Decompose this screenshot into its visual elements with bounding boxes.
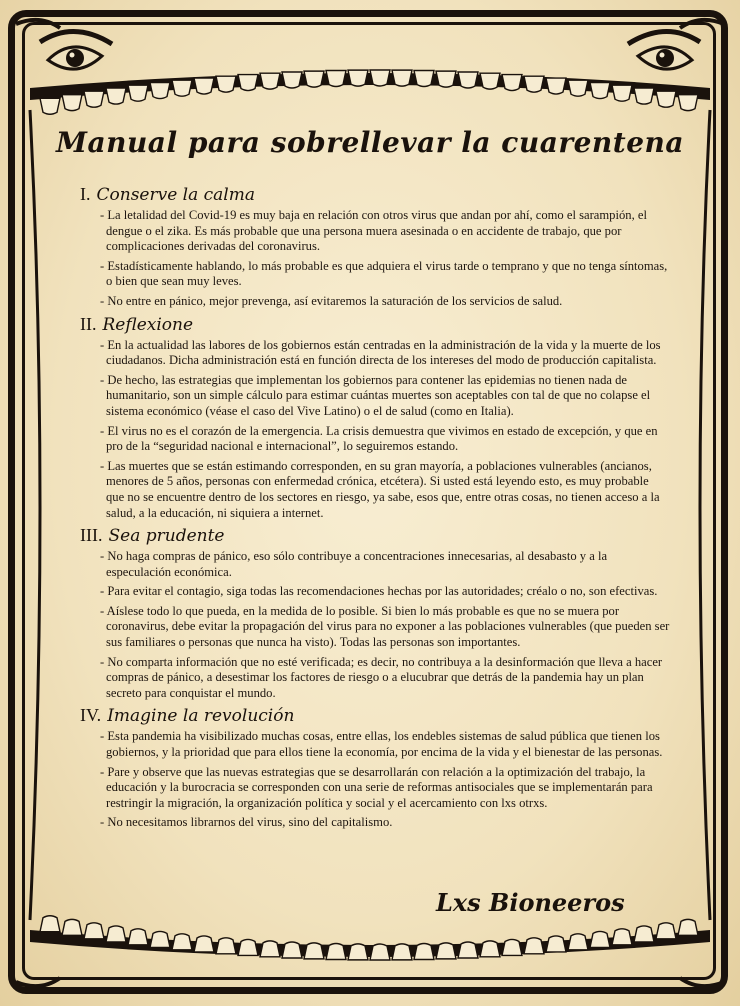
section-heading: II. Reflexione (80, 313, 194, 335)
list-item: - Esta pandemia ha visibilizado muchas cosas, entre ellas, los endebles sistemas de salud pública que tienen los gobiernos, y la prioridad que para ellos tiene la economía, por encima de la vida y el bienestar de las personas. (100, 729, 670, 760)
list-item: - No haga compras de pánico, eso sólo contribuye a concentraciones innecesarias, al desabasto y a la especulación económica. (100, 549, 670, 580)
list-item: - Pare y observe que las nuevas estrategias que se desarrollarán con relación a la optimización del trabajo, la educación y la burocracia se corresponden con una serie de reformas antisociales que se implementarán para restringir la migración, la organización política y social y el acercamiento con lxs otrxs. (100, 765, 670, 812)
signature: Lxs Bioneeros (436, 888, 625, 917)
section-2 (80, 314, 670, 522)
list-item: - Estadísticamente hablando, lo más probable es que adquiera el virus tarde o temprano y que no tenga síntomas, o bien que sean muy leves. (100, 259, 670, 290)
section-1 (80, 184, 670, 310)
section-3 (80, 525, 670, 701)
list-item: - Aíslese todo lo que pueda, en la medida de lo posible. Si bien lo más probable es que no se muera por coronavirus, debe evitar la propagación del virus para no exponer a las poblaciones vulnerables (que pueden ser sus familiares o personas que nunca ha visto). Todas las personas son importantes. (100, 604, 670, 651)
list-item: - Las muertes que se están estimando corresponden, en su gran mayoría, a poblaciones vulnerables (ancianos, menores de 5 años, personas con enfermedad crónica, etcétera). Si usted está leyendo esto, es muy probable que no se encuentre dentro de los sectores en riesgo, ya sabe, esos que, entre otras cosas, no tienen acceso a la salud, a la educación, ni siquiera a internet. (100, 459, 670, 521)
list-item: - El virus no es el corazón de la emergencia. La crisis demuestra que vivimos en estado de excepción, y que en pro de la “seguridad nacional e internacional”, lo seguiremos estando. (100, 424, 670, 455)
content (80, 180, 670, 835)
section-4 (80, 705, 670, 831)
page-title: Manual para sobrellevar la cuarentena (55, 126, 685, 159)
list-item: - No necesitamos librarnos del virus, sino del capitalismo. (100, 815, 670, 831)
section-heading: I. Conserve la calma (80, 184, 255, 205)
list-item: - Para evitar el contagio, siga todas las recomendaciones hechas por las autoridades; créalo o no, son efectivas. (100, 584, 670, 600)
section-heading: III. Sea prudente (80, 525, 225, 547)
list-item: - De hecho, las estrategias que implementan los gobiernos para contener las epidemias no tienen nada de humanitario, son un simple cálculo para estimar cuántas muertes son aceptables con tal de que no colapse el sistema económico (véase el caso del Vive Latino) o el de salud (como en Italia). (100, 373, 670, 420)
list-item: - La letalidad del Covid-19 es muy baja en relación con otros virus que andan por ahí, como el sarampión, el dengue o el zika. Es más probable que una persona muera asesinada o en accidente de trabajo, que por complicaciones derivadas del coronavirus. (100, 208, 670, 255)
list-item: - No entre en pánico, mejor prevenga, así evitaremos la saturación de los servicios de salud. (100, 294, 670, 310)
list-item: - No comparta información que no esté verificada; es decir, no contribuya a la desinformación que lleva a hacer compras de pánico, a desestimar los factores de riesgo o a elucubrar que detrás de la pandemia hay un plan secreto para conquistar el mundo. (100, 655, 670, 702)
eye-icon-left (40, 31, 112, 69)
eye-icon-right (628, 31, 700, 69)
section-heading: IV. Imagine la revolución (80, 705, 295, 727)
list-item: - En la actualidad las labores de los gobiernos están centradas en la administración de la vida y la muerte de los ciudadanos. Dicha administración está en función directa de los intereses del modo de producción capitalista. (100, 338, 670, 369)
